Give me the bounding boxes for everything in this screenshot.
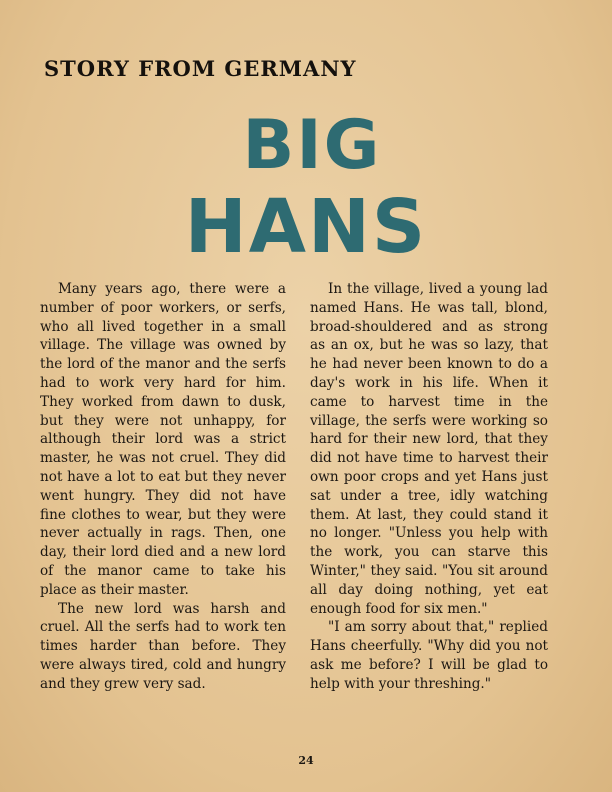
left-text-column xyxy=(40,280,286,694)
story-kicker: STORY FROM GERMANY xyxy=(44,56,357,81)
paragraph: The new lord was harsh and cruel. All the serfs had to work ten times harder than before. They were always tired, cold and hungry and they grew very sad. xyxy=(40,600,286,692)
story-title-line-2: HANS xyxy=(184,184,428,270)
right-text-column xyxy=(310,280,548,694)
paragraph: "I am sorry about that," replied Hans cheerfully. "Why did you not ask me before? I will be glad to help with your threshing." xyxy=(310,619,548,692)
paragraph: In the village, lived a young lad named Hans. He was tall, blond, broad-shouldered and as strong as an ox, but he was so lazy, that he had never been known to do a day's work in his life. When it came to harvest time in the village, the serfs were working so hard for their new lord, that they did not have time to harvest their own poor crops and yet Hans just sat under a tree, idly watching them. At last, they could stand it no longer. "Unless you help with the work, you can starve this Winter," they said. "You sit around all day doing nothing, yet eat enough food for six men." xyxy=(310,281,548,617)
paragraph: Many years ago, there were a number of poor workers, or serfs, who all lived together in a small village. The village was owned by the lord of the manor and the serfs had to work very hard for him. They worked from dawn to dusk, but they were not unhappy, for although their lord was a strict master, he was not cruel. They did not have a lot to eat but they never went hungry. They did not have fine clothes to wear, but they were never actually in rags. Then, one day, their lord died and a new lord of the manor came to take his place as their master. xyxy=(40,281,286,598)
story-title-line-1: BIG xyxy=(242,106,382,185)
page-number: 24 xyxy=(298,754,314,767)
